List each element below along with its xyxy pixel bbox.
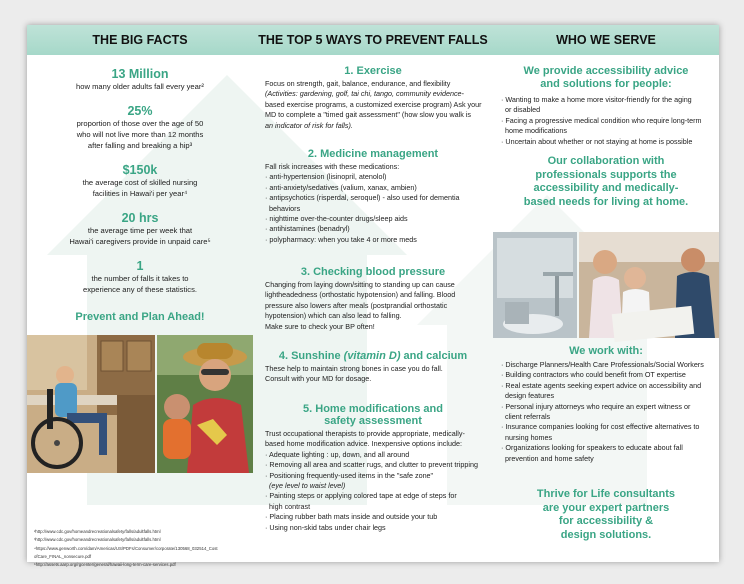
closing-line: for accessibility &: [558, 515, 654, 527]
way5-text: [265, 429, 491, 533]
fact-value: $150k: [122, 163, 158, 177]
closing-line: Thrive for Life consultants: [536, 488, 676, 500]
reference-line: ²http://www.cdc.gov/homeandrecreationalsafety/falls/adultfalls.html: [34, 529, 161, 534]
work-with-heading: We work with:: [569, 345, 643, 357]
way5-line: · Adequate lighting : up, down, and all around: [265, 449, 410, 459]
brochure-page: [27, 25, 719, 568]
serve-heading-line: We provide accessibility advice: [523, 65, 689, 77]
list-item: · Personal injury attorneys who require an expert witness or: [501, 401, 691, 411]
list-item: · Building contractors who could benefit from OT expertise: [501, 370, 686, 380]
way5-line: Trust occupational therapists to provide appropriate, medically-: [265, 429, 465, 438]
way1-line: an indicator of risk for falls).: [265, 120, 353, 130]
list-item: nursing homes: [501, 432, 553, 442]
header-band: [27, 25, 719, 55]
way3-title: 3. Checking blood pressure: [300, 266, 446, 278]
way3-text: [265, 280, 491, 332]
way2-line: · antipsychotics (risperdal, seroquel) - also used for dementia: [265, 193, 460, 203]
who-we-serve-column: [493, 55, 719, 562]
prevent-plan-heading: Prevent and Plan Ahead!: [75, 311, 205, 323]
way2-line: · anti-hypertension (lisinopril, atenolol): [265, 172, 387, 182]
fact-block: [27, 67, 253, 92]
fact-value: 25%: [127, 104, 153, 118]
fact-description: facilities in Hawai'i per year⁴: [92, 189, 188, 198]
big-facts-column: [27, 55, 253, 568]
collab-line: based needs for living at home.: [523, 195, 689, 208]
way1-line: (Activities: gardening, golf, tai chi, tango, community evidence-: [265, 89, 464, 99]
fact-description: the average cost of skilled nursing: [82, 178, 198, 187]
fact-description: the average time per week that: [87, 226, 193, 235]
way2-line: · polypharmacy: when you take 4 or more meds: [265, 234, 417, 244]
list-item: home modifications: [501, 126, 567, 136]
fact-description: Hawai'i caregivers provide in unpaid care⁵: [69, 237, 211, 246]
way2-line: · nighttime over-the-counter drugs/sleep aids: [265, 214, 408, 224]
way2-line: Fall risk increases with these medications:: [265, 162, 400, 171]
reference-line: ⁴https://www.genworth.com/dam/Americas/US/PDFs/Consumer/corporate/130568_032514_Cost: [34, 545, 218, 551]
way3-line: pressure also lowers after meals (postprandial orthostatic: [265, 300, 448, 310]
header-big-facts: THE BIG FACTS: [92, 33, 188, 47]
closing-statement: [493, 488, 719, 542]
way4-text: [265, 364, 491, 385]
collab-line: professionals supports the: [535, 168, 677, 181]
fact-block: [27, 104, 253, 151]
list-item: design features: [501, 391, 555, 401]
consultation-photos: [493, 232, 719, 338]
list-item: · Wanting to make a home more visitor-friendly for the aging: [501, 95, 692, 104]
way2-line: · antihistamines (benadryl): [265, 224, 350, 234]
way2-line: behaviors: [265, 203, 301, 213]
serve-heading-line: and solutions for people:: [540, 78, 672, 90]
reference-line: ³http://www.cdc.gov/homeandrecreationalsafety/falls/adultfalls.html: [34, 537, 161, 543]
fact-value: 1: [136, 259, 144, 273]
list-item: client referrals: [501, 412, 551, 422]
way5-line: high contrast: [265, 501, 311, 511]
way1-title: 1. Exercise: [344, 65, 402, 77]
way1-text: [265, 79, 491, 131]
fact-block: [27, 163, 253, 199]
grandmother-child-photo: [157, 335, 253, 473]
list-item: · Uncertain about whether or not staying at home is possible: [501, 136, 693, 146]
list-item: · Insurance companies looking for cost effective alternatives to: [501, 422, 700, 432]
way5-title: [255, 403, 491, 427]
way5-line: · Removing all area and scatter rugs, and clutter to prevent tripping: [265, 460, 478, 470]
way4-title-b: (vitamin D): [343, 350, 401, 362]
list-item: · Organizations looking for speakers to educate about fall: [501, 443, 683, 453]
way3-line: lightheadedness (orthostatic hypotension) and falling. Blood: [265, 290, 456, 300]
fact-description: how many older adults fall every year²: [76, 82, 204, 91]
way2-line: · anti-anxiety/sedatives (valium, xanax, ambien): [265, 182, 417, 192]
way5-title-line1: 5. Home modifications and: [303, 403, 443, 415]
fact-description: proportion of those over the age of 50: [76, 119, 204, 128]
way2-text: [265, 162, 491, 245]
way4-title-a: 4. Sunshine: [278, 350, 344, 362]
work-with-list: [501, 360, 719, 464]
fact-block: [27, 211, 253, 247]
list-item: · Real estate agents seeking expert advice on accessibility and: [501, 380, 702, 390]
way5-line: (eye level to waist level): [265, 481, 346, 491]
way4-line: Consult with your MD for dosage.: [265, 374, 372, 384]
way3-line: Make sure to check your BP often!: [265, 321, 375, 331]
list-item: prevention and home safety: [501, 453, 594, 463]
collab-line: Our collaboration with: [547, 155, 665, 167]
collab-line: accessibility and medically-: [533, 182, 679, 194]
way5-line: · Placing rubber bath mats inside and outside your tub: [265, 512, 438, 522]
references: [34, 528, 244, 569]
list-item: · Discharge Planners/Health Care Professionals/Social Workers: [501, 360, 704, 369]
way4-line: These help to maintain strong bones in case you do fall.: [265, 364, 443, 373]
fact-description: after falling and breaking a hip³: [87, 141, 193, 150]
wheelchair-kitchen-photo: [27, 335, 155, 473]
way5-line: · Positioning frequently-used items in the "safe zone": [265, 470, 434, 480]
way2-title: 2. Medicine management: [307, 148, 439, 160]
top-five-column: [255, 55, 491, 562]
way4-title-c: and calcium: [400, 350, 468, 362]
header-who-we-serve: WHO WE SERVE: [556, 33, 656, 47]
way1-line: Focus on strength, gait, balance, endurance, and flexibility: [265, 79, 451, 88]
way5-line: · Using non-skid tabs under chair legs: [265, 522, 386, 532]
way5-line: · Painting steps or applying colored tape at edge of steps for: [265, 491, 457, 501]
fact-description: the number of falls it takes to: [91, 274, 189, 283]
way5-line: based home modification advice. Inexpensive options include:: [265, 439, 462, 449]
list-item: · Facing a progressive medical condition who require long-term: [501, 115, 702, 125]
way1-line: based exercise programs, a customized exercise program) Ask your: [265, 99, 482, 109]
fact-description: who will not live more than 12 months: [76, 130, 204, 139]
serve-heading: [493, 65, 719, 91]
fact-value: 13 Million: [111, 67, 169, 81]
reference-line: ⁵http://assets.aarp.org/rgcenter/general/hawaii-long-term-care-services.pdf: [34, 562, 176, 568]
header-top-five: THE TOP 5 WAYS TO PREVENT FALLS: [258, 33, 488, 47]
collaboration-heading: [493, 155, 719, 209]
serve-people-list: [501, 95, 719, 147]
fact-description: experience any of these statistics.: [83, 285, 197, 294]
list-item: or disabled: [501, 105, 541, 115]
fact-block: [27, 259, 253, 295]
closing-line: design solutions.: [560, 528, 652, 541]
way4-title: [255, 350, 491, 362]
way1-line: MD to complete a "timed gait assessment" (how slow you walk is: [265, 110, 472, 120]
way5-title-line2: safety assessment: [324, 415, 422, 427]
fact-value: 20 hrs: [121, 211, 159, 225]
way3-line: hypotension) which can also lead to falling.: [265, 311, 402, 321]
closing-line: are your expert partners: [542, 501, 670, 514]
way3-line: Changing from laying down/sitting to standing up can cause: [265, 280, 455, 289]
reference-line: ofCare_FINAL_nonsecure.pdf: [34, 553, 92, 559]
